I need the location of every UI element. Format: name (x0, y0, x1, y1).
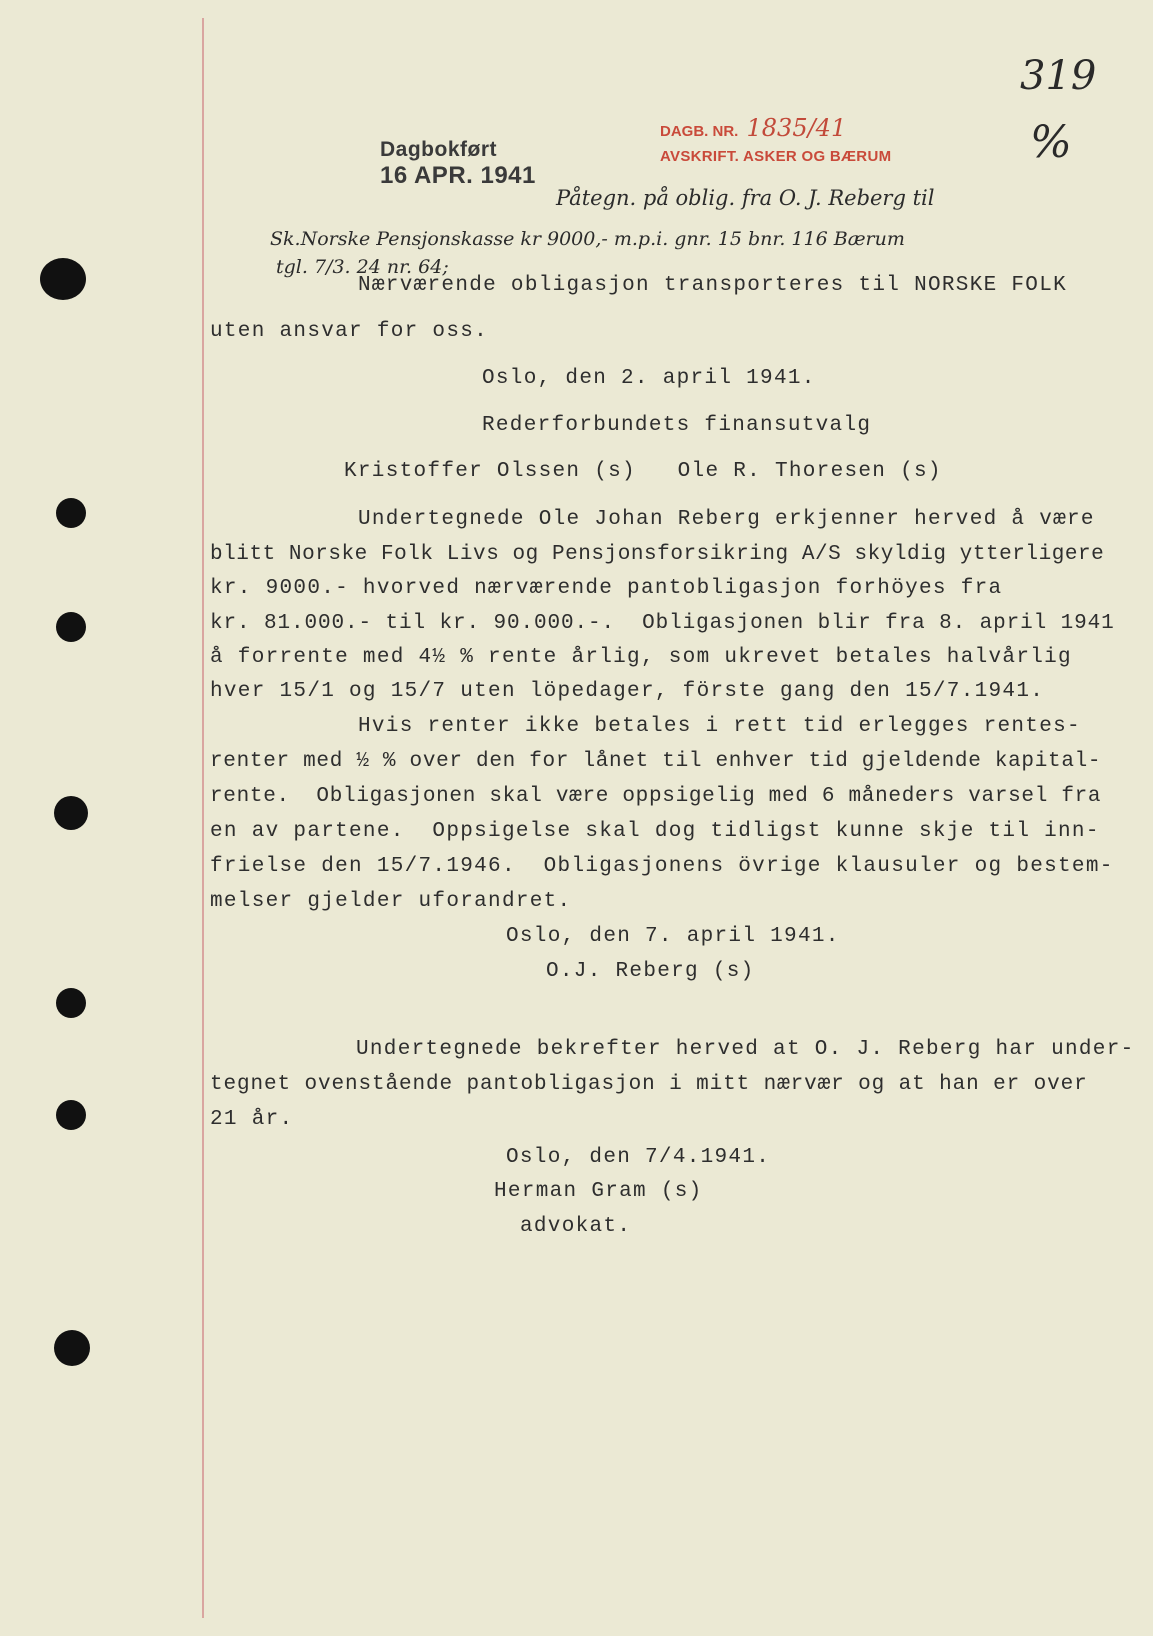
text-line: Kristoffer Olssen (s) Ole R. Thoresen (s) (344, 460, 942, 483)
text-line: kr. 9000.- hvorved nærværende pantobligasjon forhöyes fra (210, 577, 1003, 600)
margin-line (202, 18, 204, 1618)
punch-hole-icon (56, 612, 86, 642)
text-line: Nærværende obligasjon transporteres til NORSKE FOLK (358, 274, 1068, 297)
text-line: Rederforbundets finansutvalg (482, 414, 872, 437)
punch-hole-icon (40, 258, 86, 300)
text-line: 21 år. (210, 1108, 294, 1131)
handwritten-note-line: Sk.Norske Pensjonskasse kr 9000,- m.p.i. gnr. 15 bnr. 116 Bærum (270, 228, 905, 250)
text-line: uten ansvar for oss. (210, 320, 489, 343)
dagbokfort-date: 16 APR. 1941 (380, 162, 536, 190)
text-line: Undertegnede bekrefter herved at O. J. Reberg har under- (356, 1038, 1135, 1061)
text-line: hver 15/1 og 15/7 uten löpedager, förste gang den 15/7.1941. (210, 680, 1045, 703)
punch-hole-icon (56, 1100, 86, 1130)
text-line: blitt Norske Folk Livs og Pensjonsforsikring A/S skyldig ytterligere (210, 543, 1105, 566)
folio-number: 319 (1020, 53, 1097, 99)
dagbokfort-stamp (380, 138, 536, 190)
text-line: melser gjelder uforandret. (210, 890, 572, 913)
text-line: tegnet ovenstående pantobligasjon i mitt nærvær og at han er over (210, 1073, 1088, 1096)
text-line: rente. Obligasjonen skal være oppsigelig med 6 måneders varsel fra (210, 785, 1102, 808)
text-line: Undertegnede Ole Johan Reberg erkjenner herved å være (358, 508, 1095, 531)
dagbokfort-label: Dagbokført (380, 138, 497, 161)
text-line: Hvis renter ikke betales i rett tid erlegges rentes- (358, 715, 1081, 738)
text-line: Oslo, den 7. april 1941. (506, 925, 840, 948)
text-line: Herman Gram (s) (494, 1180, 703, 1203)
dagb-number-label: DAGB. NR. (660, 123, 739, 140)
punch-hole-icon (56, 498, 86, 528)
folio-annotation: % (1030, 117, 1072, 168)
text-line: en av partene. Oppsigelse skal dog tidligst kunne skje til inn- (210, 820, 1100, 843)
punch-hole-icon (56, 988, 86, 1018)
punch-hole-icon (54, 1330, 90, 1366)
text-line: kr. 81.000.- til kr. 90.000.-. Obligasjonen blir fra 8. april 1941 (210, 612, 1115, 635)
dagb-number: 1835/41 (746, 114, 847, 142)
text-line: O.J. Reberg (s) (546, 960, 755, 983)
text-line: advokat. (520, 1215, 632, 1238)
text-line: frielse den 15/7.1946. Obligasjonens övrige klausuler og bestem- (210, 855, 1114, 878)
registry-stamp (660, 112, 891, 167)
text-line: Oslo, den 7/4.1941. (506, 1146, 771, 1169)
punch-hole-icon (54, 796, 88, 830)
text-line: å forrente med 4½ % rente årlig, som ukrevet betales halvårlig (210, 646, 1072, 669)
folio-mark (1020, 44, 1096, 178)
avskrift-label: AVSKRIFT. ASKER OG BÆRUM (660, 147, 892, 165)
text-line: Oslo, den 2. april 1941. (482, 367, 816, 390)
text-line: renter med ½ % over den for lånet til enhver tid gjeldende kapital- (210, 750, 1102, 773)
handwritten-note-line: Påtegn. på oblig. fra O. J. Reberg til (556, 186, 935, 210)
handwritten-note-line: tgl. 7/3. 24 nr. 64; (276, 256, 449, 278)
